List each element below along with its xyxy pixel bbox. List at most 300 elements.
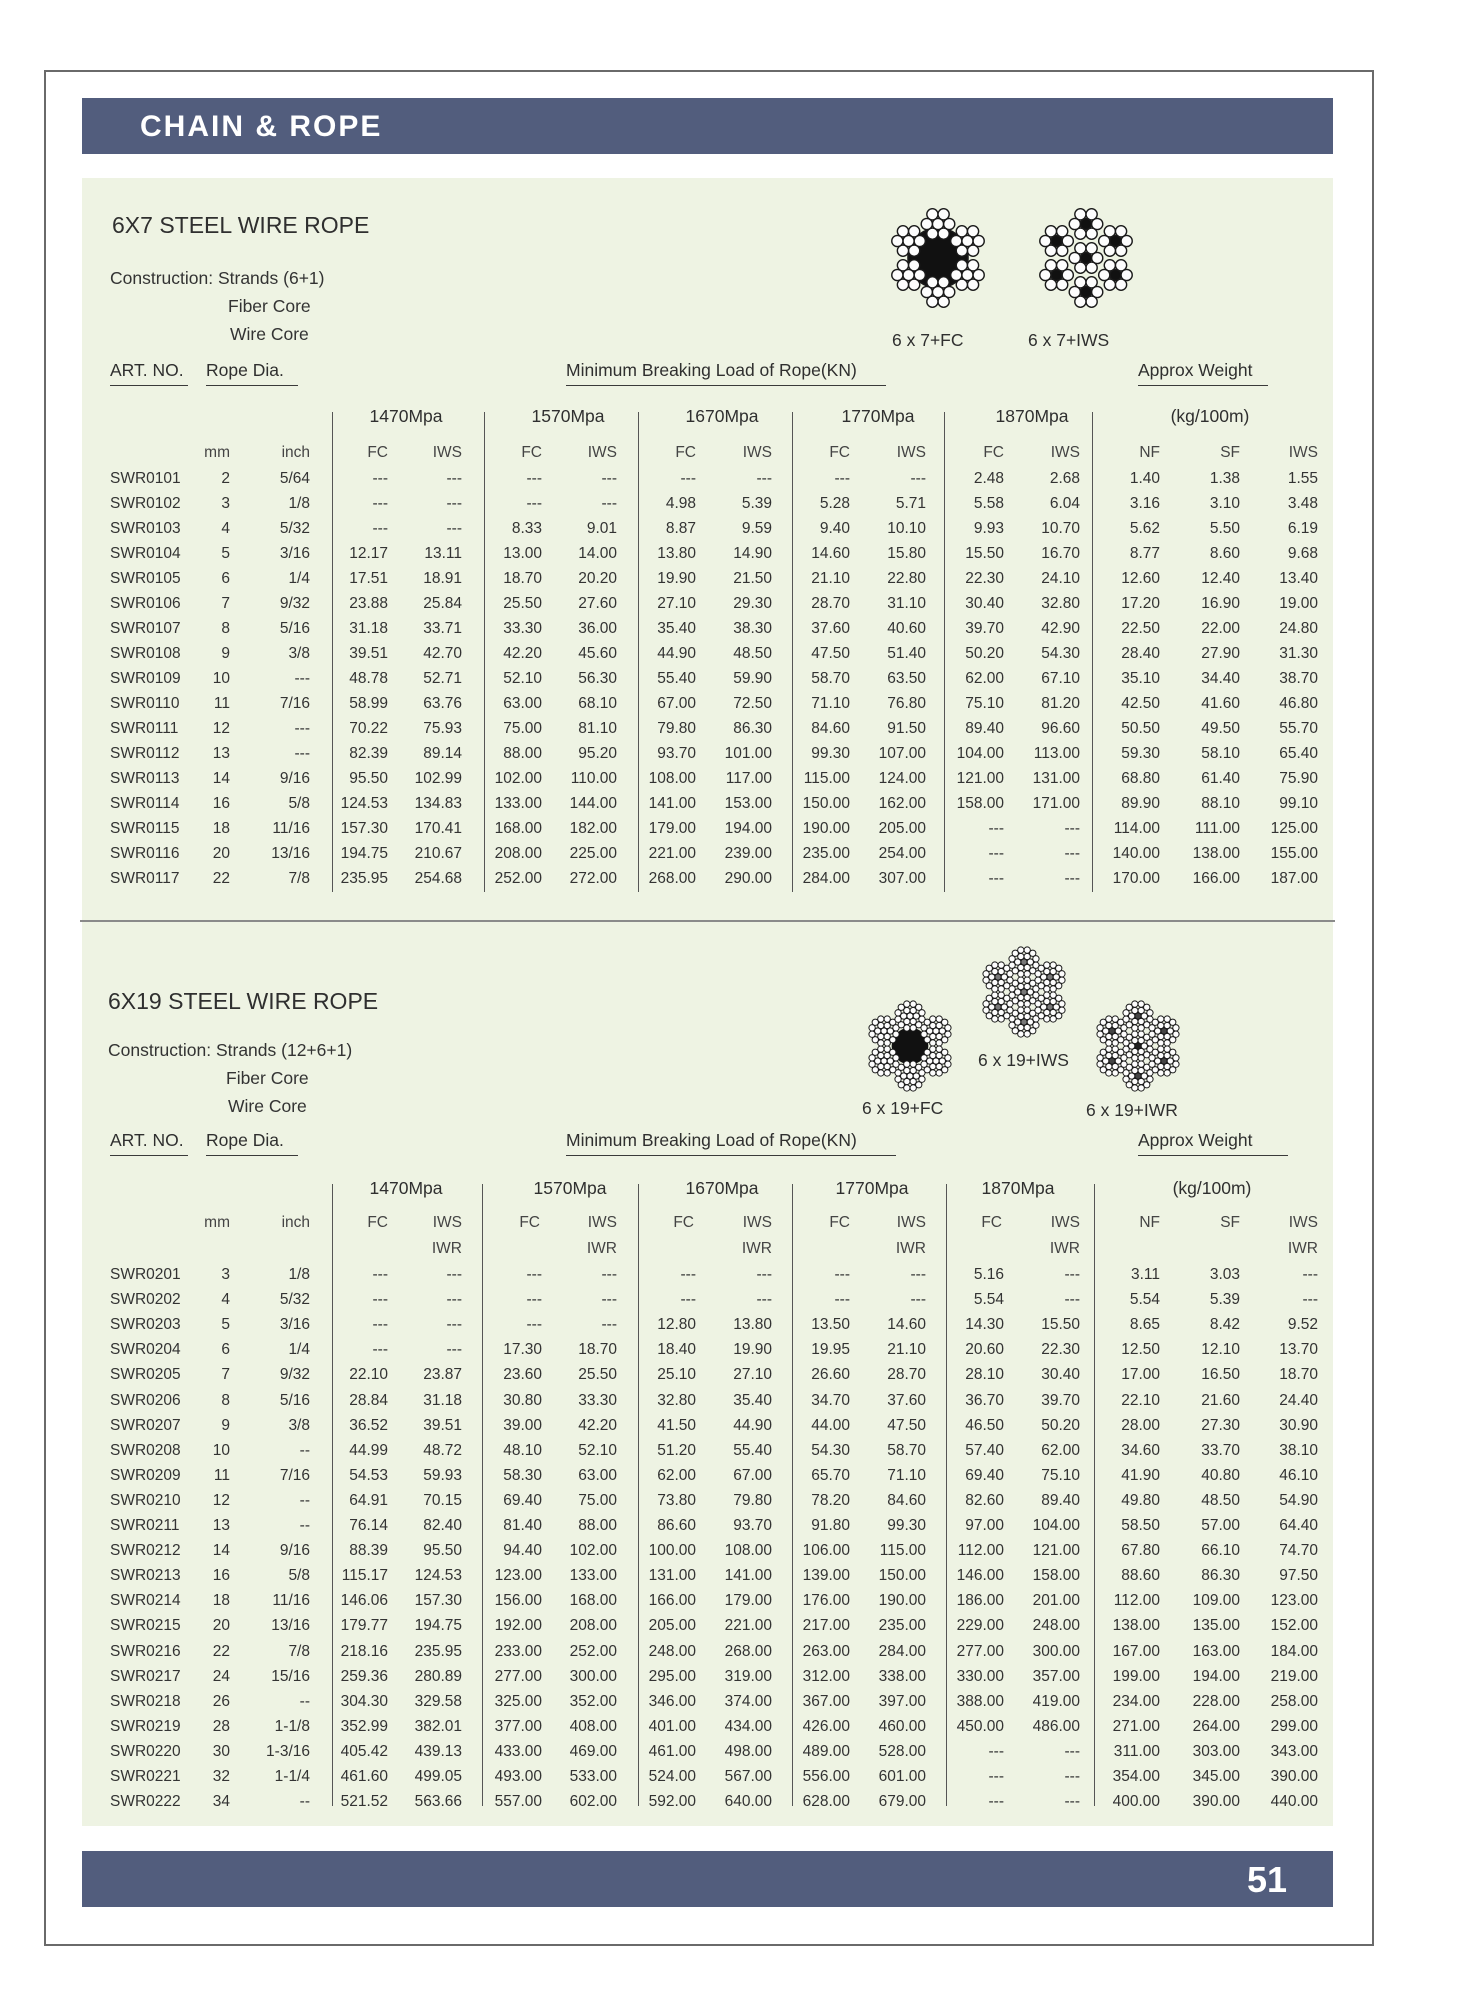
table-row — [82, 1316, 1333, 1336]
cell-art-no: SWR0214 — [110, 1592, 181, 1610]
table-cell: 330.00 — [956, 1667, 1004, 1685]
table-cell: 9.40 — [819, 520, 850, 537]
construction-fiber-core: Fiber Core — [228, 296, 311, 316]
subheader-fc: FC — [675, 444, 696, 461]
table-cell: 408.00 — [569, 1717, 617, 1735]
table-cell: 46.80 — [1279, 695, 1318, 712]
subheader-iwr: IWR — [586, 1240, 617, 1257]
table-row — [82, 1617, 1333, 1637]
cell-art-no: SWR0213 — [110, 1567, 181, 1585]
table-cell: 13.70 — [1279, 1341, 1318, 1359]
table-cell: 42.90 — [1041, 620, 1080, 637]
section1-title: 6X7 STEEL WIRE ROPE — [112, 212, 370, 238]
table-cell: 194.00 — [724, 820, 772, 837]
table-cell: 22.30 — [1041, 1341, 1080, 1359]
table-cell: 8.77 — [1129, 545, 1160, 562]
cell-art-no: SWR0113 — [110, 770, 180, 787]
section1-construction — [110, 264, 324, 348]
table-cell: 63.00 — [503, 695, 542, 712]
table-cell: 352.99 — [340, 1717, 388, 1735]
table-cell: 26.60 — [811, 1366, 850, 1384]
table-cell: 176.00 — [802, 1592, 850, 1610]
table-cell: 30.40 — [965, 595, 1004, 612]
table-cell: 41.50 — [657, 1416, 696, 1434]
table-cell: 31.30 — [1279, 645, 1318, 662]
table-cell: 5.39 — [741, 495, 772, 512]
table-cell: 49.80 — [1121, 1491, 1160, 1509]
table-cell: 123.00 — [494, 1567, 542, 1585]
table-cell: 75.93 — [423, 720, 462, 737]
table-cell: 68.10 — [578, 695, 617, 712]
table-cell: --- — [1064, 1291, 1080, 1309]
table-cell: --- — [988, 1742, 1004, 1760]
table-cell: 7 — [221, 595, 230, 612]
table-cell: 21.10 — [887, 1341, 926, 1359]
table-cell: 31.10 — [887, 595, 926, 612]
table-cell: 78.20 — [811, 1491, 850, 1509]
table-cell: 461.60 — [340, 1768, 388, 1785]
cell-art-no: SWR0210 — [110, 1491, 181, 1509]
table-cell: 388.00 — [956, 1692, 1004, 1710]
table-cell: 303.00 — [1192, 1742, 1240, 1760]
table-cell: 158.00 — [956, 795, 1004, 812]
construction-wire-core: Wire Core — [230, 324, 309, 344]
table-cell: 8.33 — [511, 520, 542, 537]
table-cell: 44.90 — [657, 645, 696, 662]
table-cell: 22.00 — [1201, 620, 1240, 637]
table-cell: 460.00 — [878, 1717, 926, 1735]
table-cell: 1/4 — [288, 1341, 310, 1359]
table-cell: 114.00 — [1113, 820, 1160, 837]
table-cell: 102.00 — [569, 1542, 617, 1560]
table-cell: 67.00 — [733, 1466, 772, 1484]
table-cell: 55.40 — [657, 670, 696, 687]
table-cell: 54.90 — [1279, 1491, 1318, 1509]
table-cell: --- — [756, 470, 772, 487]
table-cell: 28.00 — [1121, 1416, 1160, 1434]
table-cell: 271.00 — [1112, 1717, 1160, 1735]
cell-art-no: SWR0104 — [110, 545, 181, 562]
table-cell: 39.70 — [965, 620, 1004, 637]
table-cell: 194.00 — [1192, 1667, 1240, 1685]
table-cell: 8 — [221, 620, 230, 637]
table-cell: 5/16 — [279, 620, 310, 637]
table-cell: --- — [834, 1291, 850, 1309]
table-cell: 37.60 — [887, 1391, 926, 1409]
table-cell: 13.11 — [424, 545, 462, 562]
underline — [206, 1155, 298, 1156]
table-cell: 76.14 — [349, 1517, 388, 1534]
table-cell: 5/64 — [279, 470, 310, 487]
label-mbl: Minimum Breaking Load of Rope(KN) — [566, 360, 857, 380]
table-cell: 16 — [212, 1567, 230, 1585]
table-cell: 69.40 — [503, 1491, 542, 1509]
table-cell: 218.16 — [340, 1642, 388, 1660]
table-cell: 357.00 — [1032, 1667, 1080, 1685]
table-cell: 8 — [221, 1391, 230, 1409]
table-cell: 6.04 — [1049, 495, 1080, 512]
table-cell: 63.76 — [423, 695, 462, 712]
cell-art-no: SWR0116 — [110, 845, 180, 862]
table-cell: 374.00 — [724, 1692, 772, 1710]
table-cell: 521.52 — [340, 1793, 388, 1811]
caption-6x7-fc: 6 x 7+FC — [892, 330, 964, 350]
table-cell: 13/16 — [271, 1617, 310, 1635]
table-cell: 7/8 — [288, 1642, 310, 1660]
table-cell: 18 — [212, 1592, 230, 1610]
table-cell: 12.80 — [657, 1316, 696, 1334]
table-cell: 72.50 — [733, 695, 772, 712]
subheader-iwr: IWR — [1049, 1240, 1080, 1257]
table-cell: --- — [756, 1291, 772, 1309]
table-cell: 7 — [221, 1366, 230, 1384]
table-cell: --- — [446, 470, 462, 487]
table-cell: 228.00 — [1192, 1692, 1240, 1710]
table-cell: 205.00 — [648, 1617, 696, 1635]
subheader-iws: IWS — [1288, 444, 1318, 461]
table-cell: 186.00 — [956, 1592, 1004, 1610]
table-cell: 39.70 — [1041, 1391, 1080, 1409]
subheader-iws: IWS — [1050, 1214, 1080, 1231]
table-cell: 57.40 — [965, 1441, 1004, 1459]
table-row — [82, 1366, 1333, 1386]
table-cell: 68.80 — [1121, 770, 1160, 787]
table-cell: 27.10 — [657, 595, 696, 612]
table-cell: 11/16 — [272, 820, 310, 837]
table-cell: 263.00 — [802, 1642, 850, 1660]
table-cell: --- — [372, 470, 388, 487]
table-cell: 99.30 — [887, 1517, 926, 1534]
table-cell: 20 — [212, 845, 230, 862]
table-cell: 28.40 — [1121, 645, 1160, 662]
subheader-nf: NF — [1139, 1214, 1160, 1231]
subheader-nf: NF — [1139, 444, 1160, 461]
table-cell: 300.00 — [1032, 1642, 1080, 1660]
table-cell: 146.06 — [340, 1592, 388, 1610]
table-row — [82, 570, 1333, 590]
table-cell: 194.75 — [340, 845, 388, 862]
table-cell: 22 — [212, 1642, 230, 1660]
table-cell: 1/8 — [288, 495, 310, 512]
table-cell: 61.40 — [1201, 770, 1240, 787]
underline — [206, 385, 298, 386]
table-cell: 258.00 — [1270, 1692, 1318, 1710]
table-cell: 133.00 — [494, 795, 542, 812]
table-cell: 229.00 — [956, 1617, 1004, 1635]
table-cell: 81.10 — [578, 720, 617, 737]
table-cell: 12.60 — [1121, 570, 1160, 587]
table-cell: 259.36 — [340, 1667, 388, 1685]
label-approx-weight: Approx Weight — [1138, 360, 1253, 380]
cell-art-no: SWR0222 — [110, 1793, 181, 1811]
table-cell: 93.70 — [733, 1517, 772, 1534]
table-cell: 50.50 — [1121, 720, 1160, 737]
table-cell: 39.00 — [503, 1416, 542, 1434]
table-cell: 19.00 — [1279, 595, 1318, 612]
table-cell: 12.10 — [1201, 1341, 1240, 1359]
table-cell: 47.50 — [887, 1416, 926, 1434]
cell-art-no: SWR0111 — [110, 720, 179, 737]
table-cell: 168.00 — [494, 820, 542, 837]
table-cell: 24.40 — [1279, 1391, 1318, 1409]
table-cell: 14.60 — [887, 1316, 926, 1334]
subheader-iws: IWS — [896, 444, 926, 461]
table-cell: 489.00 — [802, 1742, 850, 1760]
table-cell: 54.30 — [1041, 645, 1080, 662]
table-cell: 469.00 — [569, 1742, 617, 1760]
table-cell: 14.00 — [578, 545, 617, 562]
table-cell: 133.00 — [569, 1567, 617, 1585]
table-cell: 221.00 — [724, 1617, 772, 1635]
table-cell: 131.00 — [648, 1567, 696, 1585]
construction-strands: Construction: Strands (12+6+1) — [108, 1040, 353, 1060]
table-cell: 16.70 — [1041, 545, 1080, 562]
table-cell: 390.00 — [1192, 1793, 1240, 1811]
cell-art-no: SWR0220 — [110, 1742, 181, 1760]
subheader-iws: IWS — [1288, 1214, 1318, 1231]
table-cell: 124.00 — [878, 770, 926, 787]
table-cell: 304.30 — [340, 1692, 388, 1710]
table-cell: 10.10 — [887, 520, 926, 537]
subheader-fc: FC — [829, 444, 850, 461]
table-cell: 16 — [212, 795, 230, 812]
caption-6x7-iws: 6 x 7+IWS — [1028, 330, 1110, 350]
table-cell: --- — [294, 745, 310, 762]
table-cell: 210.67 — [414, 845, 462, 862]
table-cell: 42.70 — [423, 645, 462, 662]
table-cell: 235.00 — [878, 1617, 926, 1635]
table-cell: --- — [988, 845, 1004, 862]
table-cell: 101.00 — [724, 745, 772, 762]
table-cell: --- — [446, 1341, 462, 1359]
grade-1770: 1770Mpa — [841, 406, 915, 426]
section2-construction — [108, 1036, 352, 1120]
table-cell: 26 — [212, 1692, 230, 1710]
table-cell: 498.00 — [724, 1742, 772, 1760]
table-cell: 35.10 — [1121, 670, 1160, 687]
cell-art-no: SWR0108 — [110, 645, 181, 662]
table-cell: 5/8 — [288, 1567, 310, 1585]
table-cell: 95.20 — [578, 745, 617, 762]
table-cell: 58.70 — [887, 1441, 926, 1459]
table-cell: 139.00 — [802, 1567, 850, 1585]
label-approx-weight: Approx Weight — [1138, 1130, 1253, 1150]
table-cell: 184.00 — [1270, 1642, 1318, 1660]
table-cell: 15.50 — [1041, 1316, 1080, 1334]
table-cell: 28.70 — [811, 595, 850, 612]
table-cell: 179.77 — [340, 1617, 388, 1635]
table-cell: 557.00 — [494, 1793, 542, 1811]
table-cell: 18.70 — [1279, 1366, 1318, 1384]
table-cell: 131.00 — [1032, 770, 1080, 787]
table-cell: 3 — [221, 495, 230, 512]
subheader-fc: FC — [981, 1214, 1002, 1231]
table-cell: --- — [446, 1316, 462, 1334]
footer-bar — [82, 1851, 1333, 1907]
table-cell: -- — [299, 1517, 310, 1534]
table-cell: 66.10 — [1201, 1542, 1240, 1560]
table-cell: 39.51 — [349, 645, 388, 662]
table-cell: 52.71 — [423, 670, 462, 687]
caption-6x19-iwr: 6 x 19+IWR — [1086, 1100, 1178, 1120]
table-row — [82, 695, 1333, 715]
table-cell: 166.00 — [648, 1592, 696, 1610]
table-cell: 367.00 — [802, 1692, 850, 1710]
table-cell: 201.00 — [1032, 1592, 1080, 1610]
table-cell: 99.30 — [811, 745, 850, 762]
table-cell: 179.00 — [724, 1592, 772, 1610]
table-cell: 5.50 — [1209, 520, 1240, 537]
table-row — [82, 1517, 1333, 1537]
table-cell: 69.40 — [965, 1466, 1004, 1484]
table-cell: 9.01 — [586, 520, 617, 537]
table-cell: 254.68 — [414, 870, 462, 887]
table-cell: 602.00 — [569, 1793, 617, 1811]
table-cell: 17.30 — [503, 1341, 542, 1359]
cell-art-no: SWR0117 — [110, 870, 180, 887]
table-cell: --- — [372, 1266, 388, 1283]
table-cell: 22.80 — [887, 570, 926, 587]
table-cell: 486.00 — [1032, 1717, 1080, 1735]
table-cell: 319.00 — [724, 1667, 772, 1685]
table-cell: --- — [294, 670, 310, 687]
table-cell: --- — [834, 470, 850, 487]
table-cell: 48.10 — [503, 1441, 542, 1459]
table-cell: 52.10 — [503, 670, 542, 687]
table-cell: 44.90 — [733, 1416, 772, 1434]
table-cell: 82.40 — [423, 1517, 462, 1534]
cell-art-no: SWR0114 — [110, 795, 180, 812]
subheader-iws: IWS — [1050, 444, 1080, 461]
table-cell: 75.00 — [578, 1491, 617, 1509]
table-cell: 268.00 — [648, 870, 696, 887]
table-cell: 121.00 — [1032, 1542, 1080, 1560]
section1-subheaders — [82, 444, 1333, 464]
cell-art-no: SWR0101 — [110, 470, 181, 487]
table-cell: 22.50 — [1121, 620, 1160, 637]
table-cell: 89.40 — [965, 720, 1004, 737]
grade-1570: 1570Mpa — [531, 406, 605, 426]
table-cell: 20 — [212, 1617, 230, 1635]
table-row — [82, 670, 1333, 690]
table-cell: 343.00 — [1270, 1742, 1318, 1760]
table-cell: 426.00 — [802, 1717, 850, 1735]
table-cell: 75.00 — [503, 720, 542, 737]
table-cell: 62.00 — [657, 1466, 696, 1484]
table-cell: --- — [756, 1266, 772, 1283]
table-cell: 28.10 — [965, 1366, 1004, 1384]
table-cell: 153.00 — [724, 795, 772, 812]
table-cell: --- — [372, 1316, 388, 1334]
subheader-iws: IWS — [896, 1214, 926, 1231]
table-cell: 14.90 — [733, 545, 772, 562]
table-cell: 3/8 — [288, 1416, 310, 1434]
table-cell: 2 — [221, 470, 230, 487]
table-cell: 49.50 — [1201, 720, 1240, 737]
table-cell: 74.70 — [1279, 1542, 1318, 1560]
table-cell: 42.20 — [503, 645, 542, 662]
cell-art-no: SWR0217 — [110, 1667, 181, 1685]
subheader-sf: SF — [1220, 1214, 1240, 1231]
subheader-iws: IWS — [587, 444, 617, 461]
table-cell: 46.50 — [965, 1416, 1004, 1434]
table-cell: 27.10 — [733, 1366, 772, 1384]
table-row — [82, 745, 1333, 765]
table-cell: 9 — [221, 1416, 230, 1434]
subheader-iws: IWS — [587, 1214, 617, 1231]
table-cell: 100.00 — [648, 1542, 696, 1560]
table-cell: 325.00 — [494, 1692, 542, 1710]
cell-art-no: SWR0205 — [110, 1366, 181, 1384]
table-cell: 290.00 — [724, 870, 772, 887]
table-cell: 141.00 — [648, 795, 696, 812]
table-cell: 12.50 — [1121, 1341, 1160, 1359]
table-row — [82, 1266, 1333, 1286]
table-cell: 93.70 — [657, 745, 696, 762]
table-cell: 38.70 — [1279, 670, 1318, 687]
table-cell: 277.00 — [494, 1667, 542, 1685]
table-cell: 34.70 — [811, 1391, 850, 1409]
table-row — [82, 495, 1333, 515]
table-cell: 221.00 — [648, 845, 696, 862]
subheader-inch: inch — [281, 444, 310, 461]
table-cell: 234.00 — [1112, 1692, 1160, 1710]
table-cell: 135.00 — [1192, 1617, 1240, 1635]
table-cell: 23.60 — [503, 1366, 542, 1384]
table-cell: 640.00 — [724, 1793, 772, 1811]
table-cell: 47.50 — [811, 645, 850, 662]
table-cell: 12.40 — [1201, 570, 1240, 587]
cell-art-no: SWR0102 — [110, 495, 181, 512]
table-cell: 272.00 — [569, 870, 617, 887]
table-cell: --- — [372, 495, 388, 512]
table-cell: 97.50 — [1279, 1567, 1318, 1585]
underline — [566, 1155, 896, 1156]
cell-art-no: SWR0109 — [110, 670, 181, 687]
table-cell: 556.00 — [802, 1768, 850, 1785]
table-cell: 3.03 — [1209, 1266, 1240, 1283]
table-cell: 42.50 — [1121, 695, 1160, 712]
table-cell: 55.40 — [733, 1441, 772, 1459]
table-row — [82, 845, 1333, 865]
table-cell: 88.39 — [349, 1542, 388, 1560]
grade-1870: 1870Mpa — [995, 406, 1069, 426]
label-art-no: ART. NO. — [110, 360, 184, 380]
table-row — [82, 1442, 1333, 1462]
table-cell: 299.00 — [1270, 1717, 1318, 1735]
table-cell: 300.00 — [569, 1667, 617, 1685]
table-cell: 12 — [212, 1491, 230, 1509]
table-cell: --- — [601, 1291, 617, 1309]
table-row — [82, 545, 1333, 565]
table-cell: 264.00 — [1192, 1717, 1240, 1735]
table-cell: 58.50 — [1121, 1517, 1160, 1534]
table-cell: 3.16 — [1129, 495, 1160, 512]
table-cell: 79.80 — [657, 720, 696, 737]
cell-art-no: SWR0209 — [110, 1466, 181, 1484]
table-cell: 11 — [213, 695, 230, 712]
table-cell: 79.80 — [733, 1491, 772, 1509]
table-cell: 14.30 — [965, 1316, 1004, 1334]
table-cell: 3.48 — [1287, 495, 1318, 512]
table-cell: 190.00 — [878, 1592, 926, 1610]
table-cell: 1.40 — [1129, 470, 1160, 487]
table-cell: 3/16 — [279, 545, 310, 562]
table-cell: -- — [299, 1692, 310, 1710]
table-cell: 62.00 — [965, 670, 1004, 687]
cell-art-no: SWR0202 — [110, 1291, 181, 1309]
table-cell: 30 — [212, 1742, 230, 1760]
